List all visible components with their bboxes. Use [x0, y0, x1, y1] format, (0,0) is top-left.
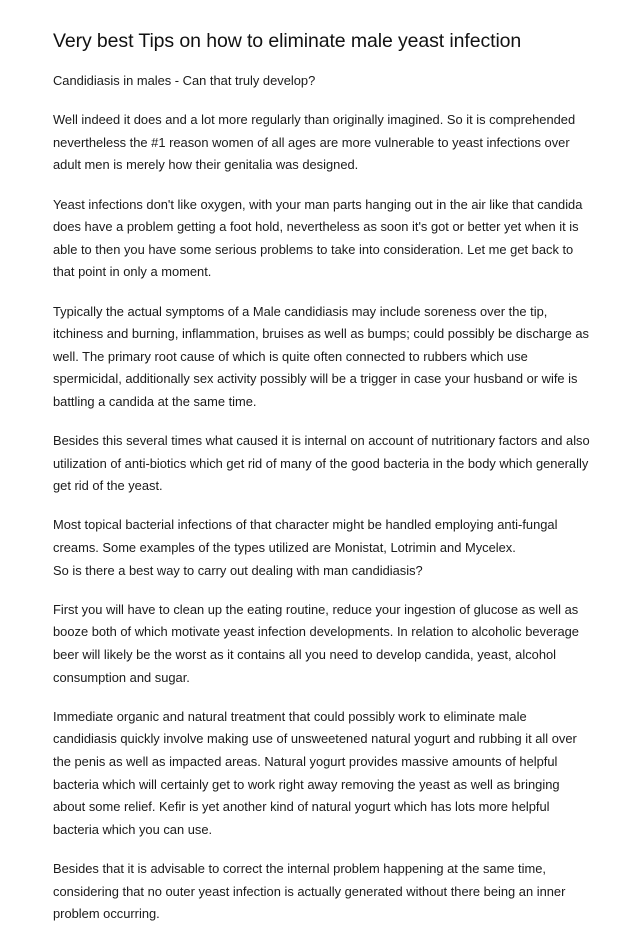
paragraph-oxygen: Yeast infections don't like oxygen, with your man parts hanging out in the air like that candida does have a problem getting a foot hold, nevertheless as soon it's got or better yet when it is able to then you have some serious problems to take into consideration. Let me get back to that point in only a moment. — [53, 196, 583, 280]
paragraph-internal-problem: Besides that it is advisable to correct the internal problem happening at the same time, considering that no outer yeast infection is actually generated without there being an inner problem occurring. — [53, 860, 566, 922]
paragraph-topical-creams: Most topical bacterial infections of that character might be handled employing anti-fungal creams. Some examples of the types utilized are Monistat, Lotrimin and Mycelex. — [53, 517, 558, 556]
document-page — [53, 28, 593, 942]
paragraph-genitalia: Well indeed it does and a lot more regularly than originally imagined. So it is comprehended nevertheless the #1 reason women of all ages are more vulnerable to yeast infections over adult men is merely how their genitalia was designed. — [53, 112, 576, 173]
paragraph-best-way-question: So is there a best way to carry out dealing with man candidiasis? — [53, 562, 423, 578]
paragraph-symptoms: Typically the actual symptoms of a Male candidiasis may include soreness over the tip, itchiness and burning, inflammation, bruises as well as bumps; could possibly be discharge as well. The primary root cause of which is quite often connected to rubbers which use spermicidal, additionally sex activity possibly will be a trigger in case your husband or wife is battling a candida at the same time. — [53, 303, 589, 409]
paragraph-internal-causes: Besides this several times what caused it is internal on account of nutritionary factors and also utilization of anti-biotics which get rid of many of the good bacteria in the body which generally get rid of the yeast. — [53, 433, 590, 494]
document-title: Very best Tips on how to eliminate male yeast infection — [53, 30, 522, 52]
paragraph-yogurt-treatment: Immediate organic and natural treatment that could possibly work to eliminate male candidiasis quickly involve making use of unsweetened natural yogurt and rubbing it all over the penis as well as impacted areas. Natural yogurt provides massive amounts of helpful bacteria which will certainly get to work right away removing the yeast as well as bringing about some relief. Kefir is yet another kind of natural yogurt which has lots more helpful bacteria which you can use. — [53, 708, 577, 837]
paragraph-intro-question: Candidiasis in males - Can that truly develop? — [53, 73, 316, 88]
paragraph-eating-routine: First you will have to clean up the eating routine, reduce your ingestion of glucose as well as booze both of which motivate yeast infection developments. In relation to alcoholic beverage beer will likely be the worst as it contains all you need to develop candida, yeast, alcohol consumption and sugar. — [53, 601, 579, 685]
